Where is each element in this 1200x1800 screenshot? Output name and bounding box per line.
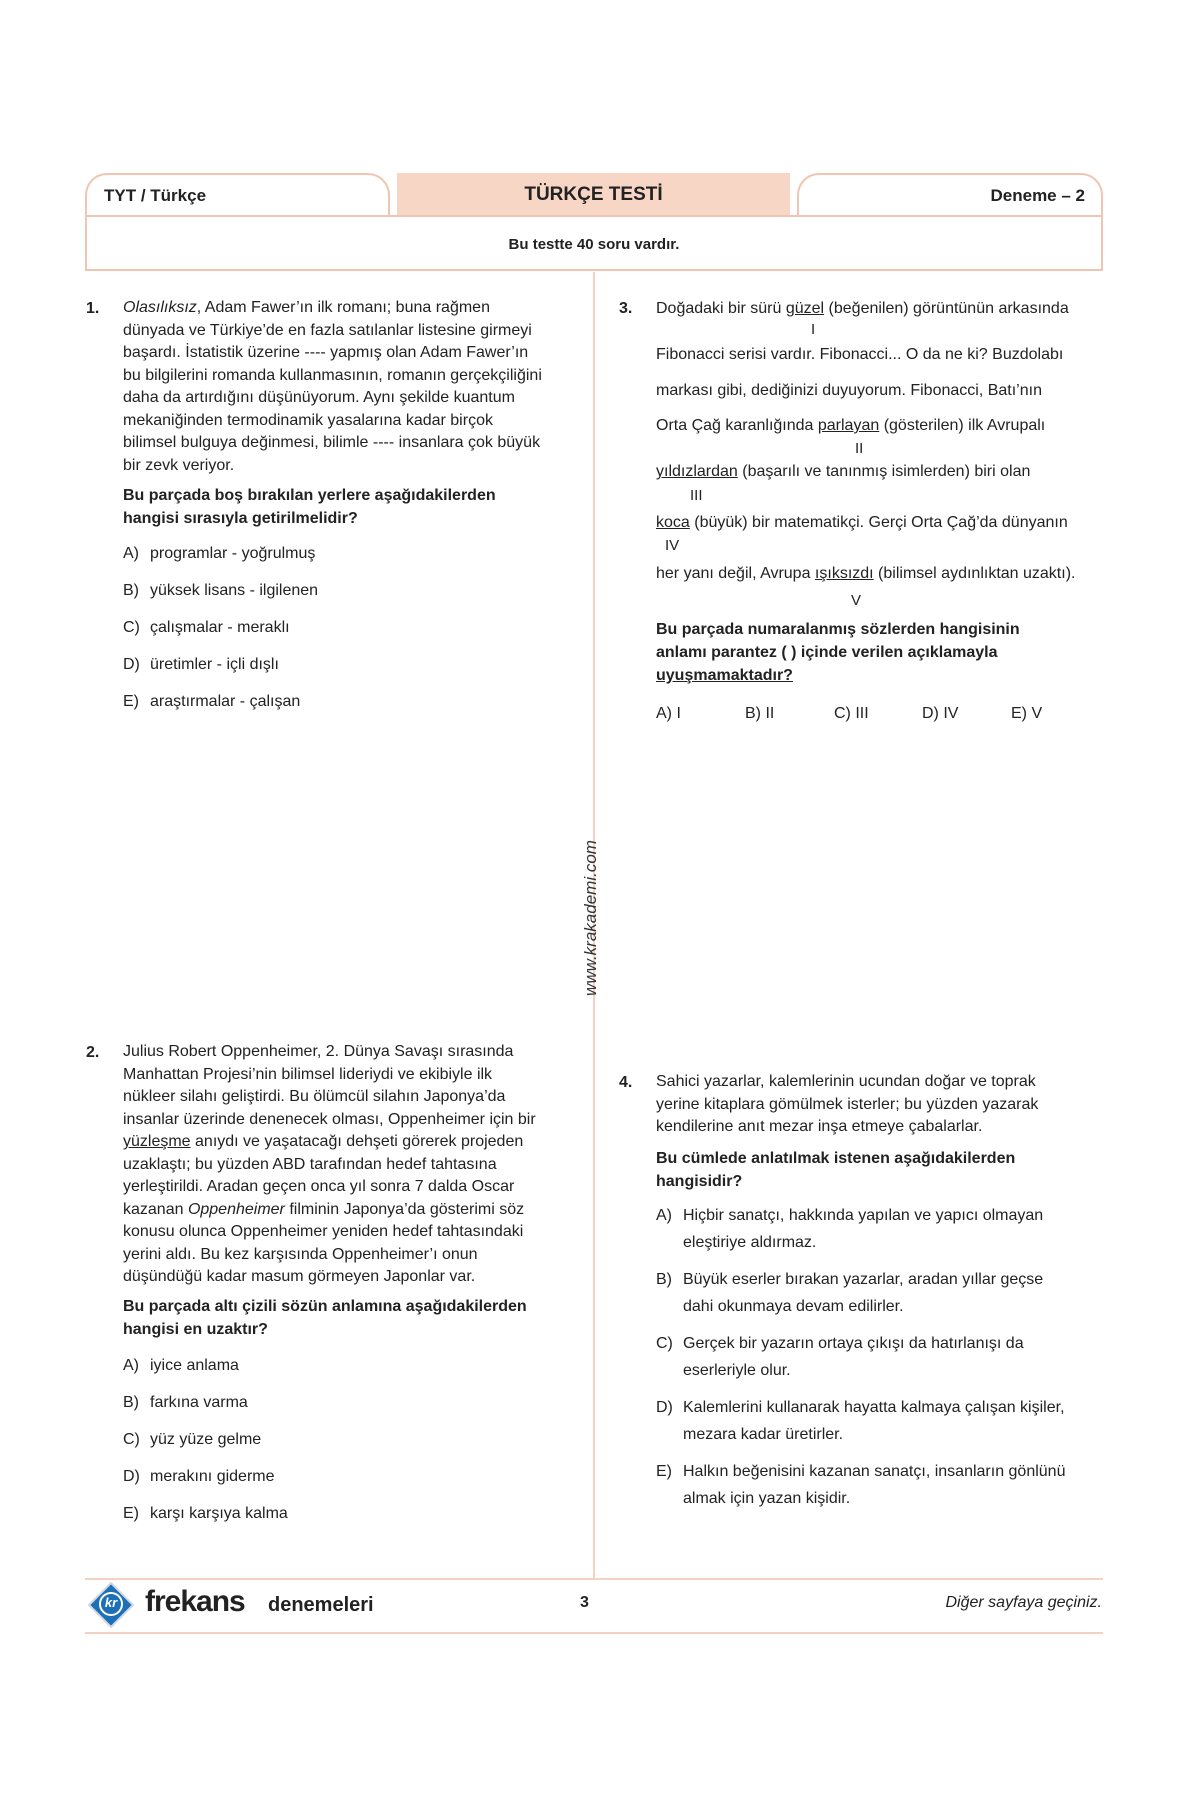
q2-option-d[interactable]: D) merakını giderme — [123, 1468, 275, 1485]
q3-option-d[interactable]: D) IV — [922, 705, 959, 722]
q4-passage: Sahici yazarlar, kalemlerinin ucundan doğar ve toprak yerine kitaplara gömülmek isterler; bu yüzden yazarak kendilerine anıt mezar inşa etmeye çabalarlar. — [656, 1073, 1039, 1135]
brand-name: frekans — [145, 1585, 245, 1618]
q3-option-a[interactable]: A) I — [656, 705, 681, 722]
q3-word-1: güzel — [785, 300, 825, 317]
footer-top-rule — [85, 1578, 1103, 1580]
q4-stem: Bu cümlede anlatılmak istenen aşağıdakilerden hangisidir? — [656, 1150, 1016, 1190]
q3-line-6: koca (büyük) bir matematikçi. Gerçi Orta Çağ’da dünyanın — [656, 514, 1068, 531]
q3-option-c[interactable]: C) III — [834, 705, 869, 722]
q3-line-2: Fibonacci serisi vardır. Fibonacci... O da ne ki? Buzdolabı — [656, 346, 1064, 363]
header-exam: Deneme – 2 — [990, 186, 1085, 205]
q3-line-5: yıldızlardan (başarılı ve tanınmış isimlerden) biri olan — [656, 463, 1031, 480]
q1-option-d[interactable]: D) üretimler - içli dışlı — [123, 656, 279, 673]
q3-word-3: yıldızlardan — [656, 463, 738, 480]
q1-stem: Bu parçada boş bırakılan yerlere aşağıdakilerden hangisi sırasıyla getirilmelidir? — [123, 487, 496, 527]
page-number: 3 — [580, 1594, 589, 1611]
q3-option-e[interactable]: E) V — [1011, 705, 1043, 722]
q3-word-4: koca — [656, 514, 690, 531]
q1-option-c[interactable]: C) çalışmalar - meraklı — [123, 619, 290, 636]
next-page-note: Diğer sayfaya geçiniz. — [945, 1594, 1102, 1611]
q3-roman-3: III — [690, 487, 703, 504]
q1-passage: Olasılıksız, Adam Fawer’ın ilk romanı; buna rağmen dünyada ve Türkiye’de en fazla satılanlar listesine girmeyi başardı. İstatistik üzerine ---- yapmış olan Adam Fawer’ın bu bilgilerini romanda kullanmasının, romanın gerçekçiliğini daha da artırdığını düşünüyorum. Aynı şekilde kuantum mekaniğinden termodinamik yasalarına kadar birçok bilimsel bulguya değinmesi, bilimle ---- insanlara çok büyük bir zevk veriyor. — [123, 299, 542, 474]
q3-line-7: her yanı değil, Avrupa ışıksızdı (bilimsel aydınlıktan uzaktı). — [656, 565, 1076, 582]
q2-passage: Julius Robert Oppenheimer, 2. Dünya Savaşı sırasında Manhattan Projesi’nin bilimsel lideriydi ve ekibiyle ilk nükleer silahı geliştirdi. Bu ölümcül silahın Japonya’da insanlar üzerinde denenecek olması, Oppenheimer için bir yüzleşme anıydı ve yaşatacağı dehşeti görerek projeden uzaklaştı; bu yüzden ABD tarafından hedef tahtasına yerleştirildi. Aradan geçen onca yıl sonra 7 dalda Oscar kazanan Oppenheimer filminin Japonya’da gösterimi söz konusu olunca Oppenheimer yeniden hedef tahtasındaki yerini aldı. Bu kez karşısında Oppenheimer’ı onun düşündüğü kadar masum görmeyen Japonlar var. — [123, 1043, 536, 1285]
q2-film-title: Oppenheimer — [187, 1200, 285, 1218]
brand-subtitle: denemeleri — [268, 1594, 374, 1616]
q2-option-c[interactable]: C) yüz yüze gelme — [123, 1431, 262, 1448]
side-url: www.krakademi.com — [581, 840, 600, 996]
info-text: Bu testte 40 soru vardır. — [508, 236, 680, 253]
q1-book-title: Olasılıksız — [123, 299, 197, 316]
q3-line-4: Orta Çağ karanlığında parlayan (gösterilen) ilk Avrupalı — [656, 417, 1046, 434]
q3-line-3: markası gibi, dediğinizi duyuyorum. Fibonacci, Batı’nın — [656, 382, 1042, 399]
q3-number: 3. — [619, 300, 633, 317]
q1-option-a[interactable]: A) programlar - yoğrulmuş — [123, 545, 316, 562]
q3-roman-1: I — [811, 321, 816, 338]
q3-word-5: ışıksızdı — [814, 565, 874, 582]
q2-option-a[interactable]: A) iyice anlama — [123, 1357, 239, 1374]
q2-number: 2. — [86, 1044, 100, 1061]
q2-option-b[interactable]: B) farkına varma — [123, 1394, 248, 1411]
footer-bottom-rule — [85, 1632, 1103, 1634]
q3-roman-4: IV — [665, 537, 680, 554]
q2-underlined-word: yüzleşme — [123, 1133, 191, 1150]
q3-option-b[interactable]: B) II — [745, 705, 775, 722]
q3-roman-5: V — [851, 592, 862, 609]
q1-number: 1. — [86, 300, 100, 317]
q2-stem: Bu parçada altı çizili sözün anlamına aşağıdakilerden hangisi en uzaktır? — [123, 1298, 527, 1338]
q3-roman-2: II — [855, 440, 864, 457]
header-title: TÜRKÇE TESTİ — [524, 184, 663, 205]
q3-line-1: Doğadaki bir sürü güzel (beğenilen) görüntünün arkasında — [656, 300, 1069, 317]
q1-option-e[interactable]: E) araştırmalar - çalışan — [123, 693, 301, 710]
q4-number: 4. — [619, 1074, 633, 1091]
q2-option-e[interactable]: E) karşı karşıya kalma — [123, 1505, 288, 1522]
publisher-logo: kr — [86, 1580, 136, 1635]
header-subject: TYT / Türkçe — [104, 186, 207, 205]
q1-option-b[interactable]: B) yüksek lisans - ilgilenen — [123, 582, 319, 599]
q3-word-2: parlayan — [817, 417, 880, 434]
q3-stem: Bu parçada numaralanmış sözlerden hangisinin anlamı parantez ( ) içinde verilen açıklamayla uyuşmamaktadır? — [656, 621, 1020, 684]
